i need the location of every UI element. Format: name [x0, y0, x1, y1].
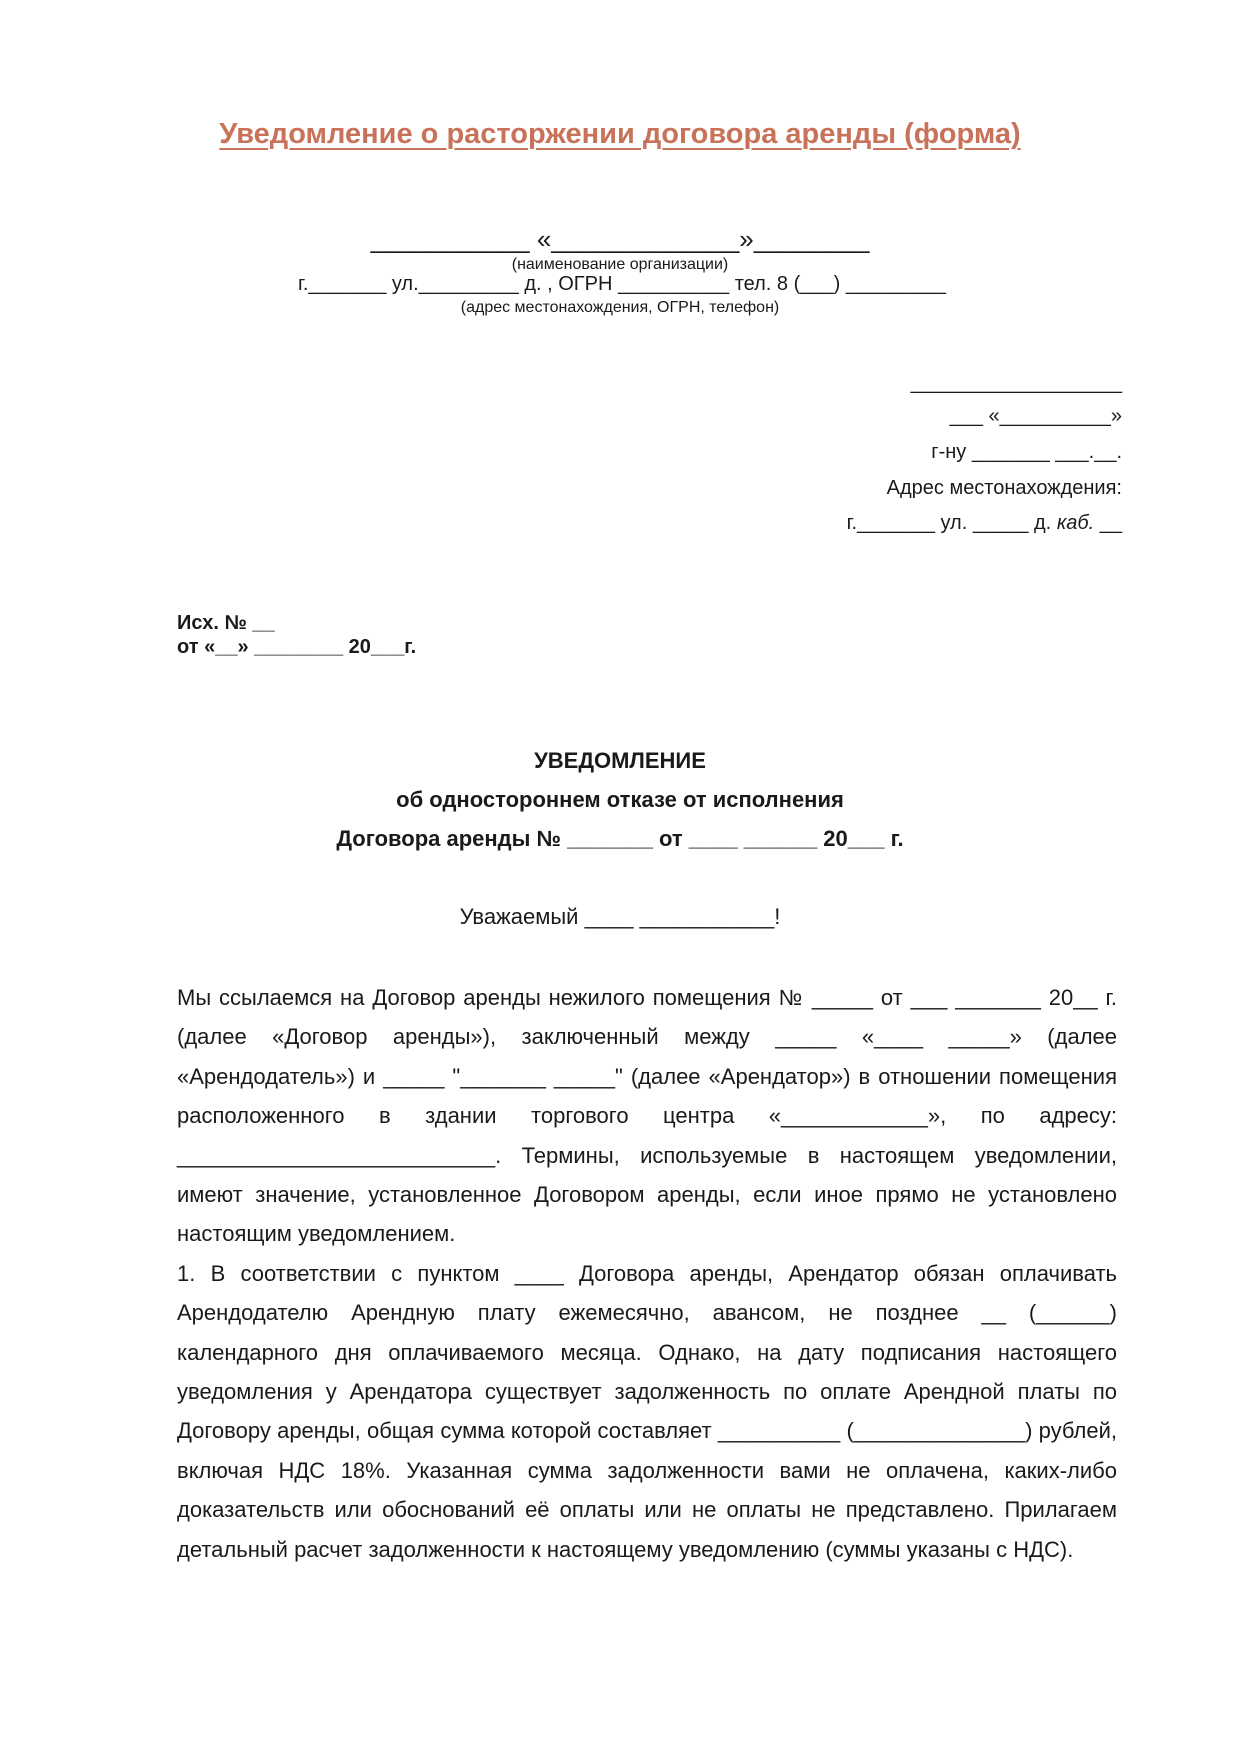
salutation: Уважаемый ____ ___________!: [459, 904, 781, 929]
document-title: Уведомление о расторжении договора аренды (форма): [219, 118, 1021, 150]
organization-address-caption: (адрес местонахождения, ОГРН, телефон): [460, 299, 780, 316]
recipient-line-1: ___________________: [910, 372, 1122, 394]
body-text: [177, 978, 1117, 1569]
body-paragraph-1: Мы ссылаемся на Договор аренды нежилого помещения № _____ от ___ _______ 20__ г. (далее «Договор аренды»), заключенный между _____ «____ _____» (далее «Арендодатель») и _____ "_______ _____" (далее «Арендатор») в отношении помещения расположенного в здании торгового центра «____________», по адресу: __________________________. Термины, используемые в настоящем уведомлении, имеют значение, установленное Договором аренды, если иное прямо не установлено настоящим уведомлением.: [177, 985, 1117, 1247]
organization-address-line: г._______ ул._________ д. , ОГРН __________ тел. 8 (___) _________: [298, 273, 946, 295]
body-paragraph-2: 1. В соответствии с пунктом ____ Договора аренды, Арендатор обязан оплачивать Арендодателю Арендную плату ежемесячно, авансом, не позднее __ (______) календарного дня оплачиваемого месяца. Однако, на дату подписания настоящего уведомления у Арендатора существует задолженность по оплате Арендной платы по Договору аренды, общая сумма которой составляет __________ (______________) рублей, включая НДС 18%. Указанная сумма задолженности вами не оплачена, каких-либо доказательств или обоснований её оплаты или не оплаты не представлено. Прилагаем детальный расчет задолженности к настоящему уведомлению (суммы указаны с НДС).: [177, 1260, 1117, 1562]
outgoing-number: Исх. № __: [177, 612, 275, 634]
recipient-office-label: каб.: [1056, 512, 1095, 534]
outgoing-date: от «__» ________ 20___г.: [177, 636, 417, 658]
recipient-address-line: [847, 512, 1122, 535]
recipient-address-label: Адрес местонахождения:: [886, 477, 1122, 499]
recipient-line-2: ___ «__________»: [949, 405, 1122, 427]
notice-subheading: об одностороннем отказе от исполнения: [396, 787, 844, 812]
notice-heading: УВЕДОМЛЕНИЕ: [534, 748, 706, 773]
notice-contract-line: Договора аренды № _______ от ____ ______ 20___ г.: [336, 826, 904, 851]
organization-name-caption: (наименование организации): [511, 256, 729, 273]
organization-name-line: ___________ «_____________»________: [370, 224, 870, 254]
recipient-address-prefix: г._______ ул. _____ д.: [846, 512, 1052, 534]
recipient-address-suffix: __: [1094, 512, 1122, 534]
recipient-line-3: г-ну _______ ___.__.: [931, 441, 1122, 463]
